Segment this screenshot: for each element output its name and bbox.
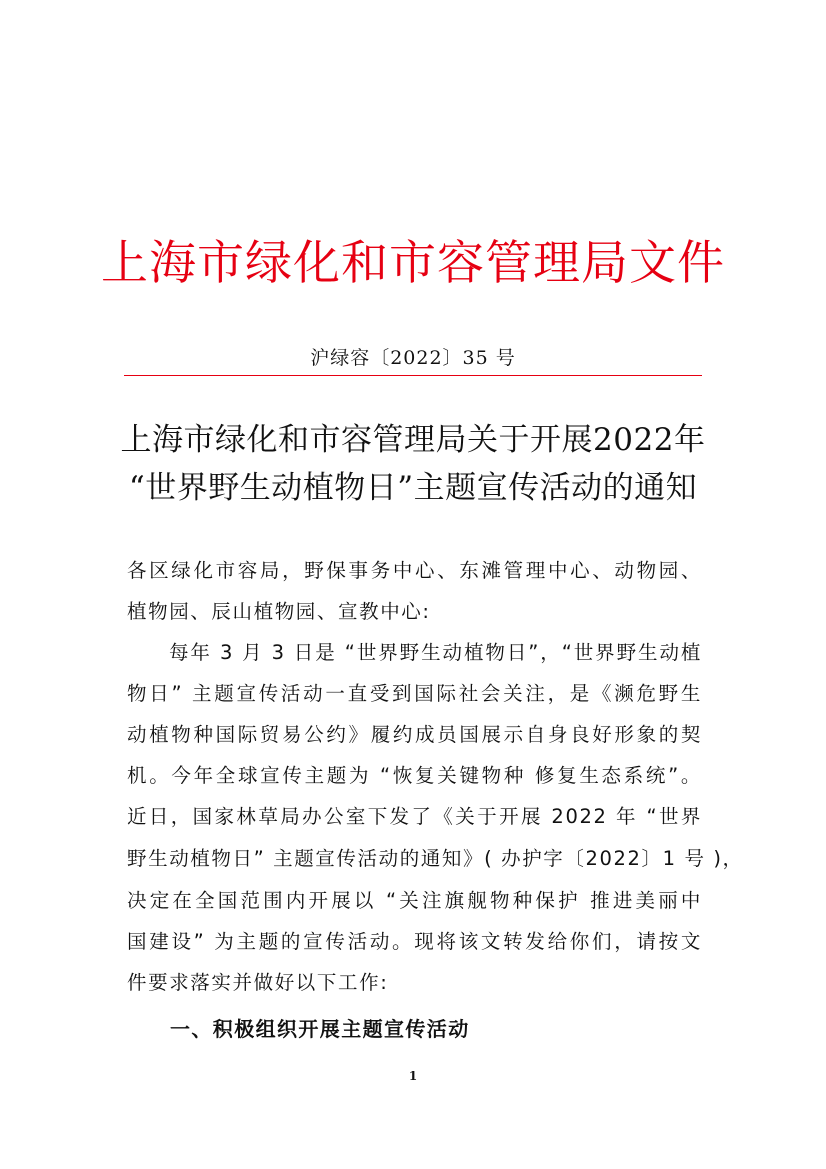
body-paragraph-line: 近日，国家林草局办公室下发了《关于开展 2022 年 “世界 xyxy=(127,805,702,828)
body-line-recipients-cont: 植物园、辰山植物园、宣教中心: xyxy=(127,600,431,623)
notice-title-line: “世界野生动植物日”主题宣传活动的通知 xyxy=(128,470,698,506)
body-line-recipients: 各区绿化市容局，野保事务中心、东滩管理中心、动物园、 xyxy=(127,559,702,582)
body-paragraph-line: 件要求落实并做好以下工作: xyxy=(127,971,389,994)
body-paragraph-line: 动植物种国际贸易公约》履约成员国展示自身良好形象的契 xyxy=(127,723,702,746)
body-paragraph-line: 决定在全国范围内开展以 “关注旗舰物种保护 推进美丽中 xyxy=(127,889,702,912)
notice-title-line: 上海市绿化和市容管理局关于开展2022年 xyxy=(120,422,706,458)
header-divider xyxy=(124,375,702,376)
document-number: 沪绿容〔2022〕35 号 xyxy=(310,347,516,369)
body-paragraph-line: 物日” 主题宣传活动一直受到国际社会关注，是《濒危野生 xyxy=(127,682,702,705)
section-heading: 一、积极组织开展主题宣传活动 xyxy=(170,1017,470,1041)
body-paragraph-line: 国建设” 为主题的宣传活动。现将该文转发给你们，请按文 xyxy=(127,930,702,953)
notice-title xyxy=(0,416,826,512)
body-paragraph-line: 每年 3 月 3 日是 “世界野生动植物日”，“世界野生动植 xyxy=(169,641,702,664)
document-header-title: 上海市绿化和市容管理局文件 xyxy=(101,236,725,291)
body-paragraph-line: 机。今年全球宣传主题为 “恢复关键物种 修复生态系统”。 xyxy=(127,764,702,787)
body-paragraph-line: 野生动植物日” 主题宣传活动的通知》( 办护字〔2022〕1 号 )， xyxy=(127,847,744,870)
page-number: 1 xyxy=(408,1069,418,1083)
